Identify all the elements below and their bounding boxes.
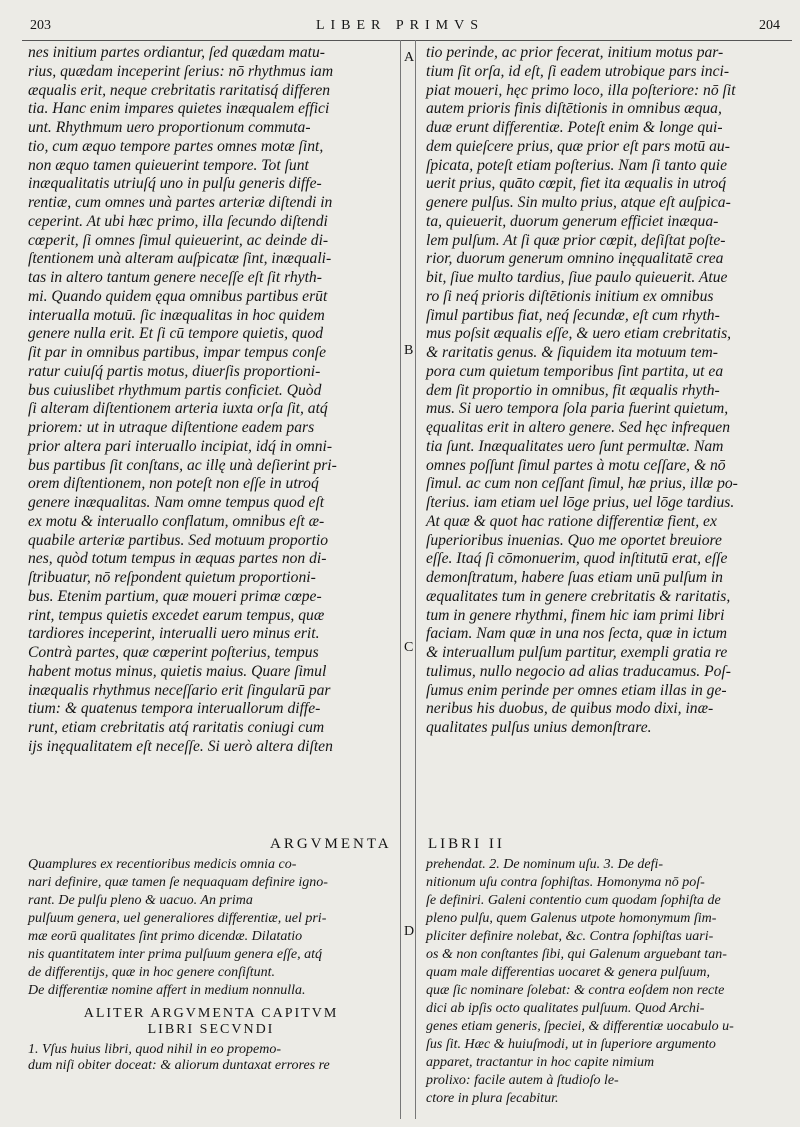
chapter-args-line-2: dum niſi obiter doceat: & aliorum duntaxat errores re (28, 1058, 330, 1073)
text-line: prolixo: facile autem à ſtudioſo le- (426, 1073, 619, 1088)
text-line: tium: & quatenus tempora interuallorum diffe- (28, 700, 321, 718)
text-line: quam male differentias uocaret & genera pulſuum, (426, 965, 710, 980)
text-line: tium ſit orſa, id eſt, ſi eadem utrobique pars inci- (426, 62, 730, 80)
text-line: apparet, tractantur in hoc capite nimium (426, 1055, 655, 1070)
text-line: mus poſsit æqualis eſſe, & uero etiam crebritatis, (426, 325, 732, 343)
argument-right-text (426, 856, 788, 1108)
text-line: pulſuum genera, uel generaliores differentiæ, uel pri- (28, 911, 327, 926)
text-line: tio perinde, ac prior fecerat, initium motus par- (426, 44, 724, 61)
text-line: Contrà partes, quæ cœperint poſterius, tempus (28, 644, 319, 661)
text-line: bus cuiuslibet rhythmum partis conficiet. Quòd (28, 381, 322, 399)
text-line: pliciter definire nolebat, &c. Contra ſophiſtas uari- (426, 929, 714, 944)
text-line: demonſtratum, habere ſuas etiam unū pulſum in (426, 569, 723, 586)
text-line: eſſe. Itaq́ ſi cōmonuerim, quod inſtitutū erat, eſſe (426, 550, 728, 568)
text-line: ro ſi neq́ prioris diſtētionis initium ex omnibus (426, 287, 714, 305)
text-line: nitionum uſu contra ſophiſtas. Homonyma nō poſ- (426, 875, 705, 890)
text-line: prior altera pari interuallo incipiat, idq́ in omni- (28, 437, 333, 455)
text-line: neribus his duobus, de quibus modo dixi, inæ- (426, 700, 714, 718)
text-line: genere inæqualitas. Nam omne tempus quod eſt (28, 494, 325, 511)
text-line: interualla motuū. ſic inæqualitas in hoc quidem (28, 306, 325, 324)
text-line: ſumus enim perinde per omnes etiam illas in ge- (426, 681, 727, 699)
text-line: tia ſunt. Inæqualitates uero ſunt permultæ. Nam (426, 437, 724, 455)
text-line: inæqualitatis utriuſq́ uno in pulſu generis diffe- (28, 175, 322, 193)
margin-letter-b: B (404, 343, 414, 358)
text-line: lem pulſum. At ſi quæ prior cœpit, deſiſtat poſte- (426, 231, 726, 249)
text-line: tardiores inceperint, interualli uero minus erit. (28, 625, 320, 643)
text-line: priorem: ut in utraque diſtentione eadem pars (28, 419, 315, 436)
argument-heading-left: ARGVMENTA (270, 836, 392, 852)
text-line: nari definire, quæ tamen ſe nequaquam definire igno- (28, 875, 328, 890)
text-line: bit, ſiue multo tardius, ſiue paulo quieuerit. Atue (426, 269, 728, 286)
text-line: mi. Quando quidem ęqua omnibus partibus erūt (28, 287, 328, 305)
text-line: prehendat. 2. De nominum uſu. 3. De defi- (426, 857, 664, 872)
column-rule-left (400, 40, 401, 1119)
text-line: ratur cuiuſq́ partis motus, diuerſis proportioni- (28, 362, 321, 380)
text-line: habent motus minus, quietis maius. Quare ſimul (28, 662, 327, 680)
argument-left-text (28, 856, 394, 1000)
text-line: rentiæ, cum omnes unà partes arteriæ diſtendi in (28, 194, 333, 211)
text-line: ſi alteram diſtentionem arteria iuxta orſa ſit, atq́ (28, 400, 328, 418)
margin-letter-c: C (404, 640, 414, 655)
text-line: genere nulla erit. Et ſi cū tempore quietis, quod (28, 325, 324, 343)
argument-heading-right: LIBRI II (428, 836, 505, 852)
right-text-column (426, 44, 788, 738)
text-line: nes initium partes ordiantur, ſed quædam matu- (28, 44, 326, 61)
left-text-column (28, 44, 394, 757)
text-line: ſe definiri. Galeni contentio cum quodam ſophiſta de (426, 893, 721, 908)
text-line: dem quieſcere prius, quæ prior eſt pars motū au- (426, 137, 730, 155)
text-line: pora cum quietum temporibus ſint partita, ut ea (426, 362, 724, 380)
left-page-number: 203 (30, 18, 51, 33)
text-line: qualitates pulſus unius demonſtrare. (426, 719, 652, 736)
header-rule (22, 40, 792, 41)
chapter-args-title: ALITER ARGVMENTA CAPITVM (83, 1006, 339, 1021)
text-line: ſtribuatur, nō reſpondent quietum proportioni- (28, 569, 316, 586)
text-line: inæqualis rhythmus neceſſario erit ſingularū par (28, 681, 331, 699)
text-line: nes, quòd totum tempus in æquas partes non di- (28, 550, 327, 568)
text-line: æqualis erit, neque crebritatis raritatisq́ differen (28, 81, 331, 99)
text-line: ſimul partibus fiat, neq́ ſecundæ, eſt cum rhyth- (426, 306, 720, 324)
text-line: ceperint. At ubi hæc primo, illa ſecundo diſtendi (28, 212, 328, 230)
text-line: quæ ſic nominare ſolebat: & contra eoſdem non recte (426, 983, 725, 998)
text-line: bus. Etenim partium, quæ moueri primæ cœpe- (28, 587, 322, 605)
text-line: tas in altero tantum genere neceſſe eſt ſit rhyth- (28, 269, 322, 286)
text-line: ſpicata, poteſt etiam poſterius. Nam ſi tanto quie (426, 156, 728, 174)
chapter-arguments (28, 1006, 394, 1074)
text-line: tulimus, nullo negocio ad alias traducamus. Poſ- (426, 662, 731, 680)
text-line: non æquo tamen quieuerint tempore. Tot ſunt (28, 156, 309, 174)
text-line: ſterius. iam etiam uel lōge prius, uel lōge tardius. (426, 494, 735, 511)
text-line: rius, quædam inceperint ſerius: nō rhythmus iam (28, 62, 334, 80)
text-line: dem ſit proportio in omnibus, fit æqualis rhyth- (426, 381, 720, 399)
text-line: ſus ſit. Hæc & huiuſmodi, ut in ſuperiore argumento (426, 1037, 716, 1052)
text-line: nis quantitatem inter prima pulſuum genera eſſe, atq́ (28, 947, 322, 962)
chapter-args-line-1: 1. Vſus huius libri, quod nihil in eo propemo- (28, 1042, 282, 1057)
chapter-args-subtitle: LIBRI SECVNDI (147, 1022, 275, 1037)
text-line: dici ab ipſis octo qualitates pulſuum. Quod Archi- (426, 1001, 705, 1016)
text-line: piat moueri, hęc primo loco, illa poſteriore: nō ſit (426, 81, 736, 99)
text-line: ſit par in omnibus partibus, impar tempus conſe (28, 344, 327, 361)
text-line: ta, quieuerit, duorum generum efficiet inæqua- (426, 212, 719, 230)
text-line: bus partibus ſit conſtans, ac illę unà deſierint pri- (28, 456, 337, 474)
text-line: rant. De pulſu pleno & uacuo. An prima (28, 893, 253, 908)
text-line: ctore in plura ſecabitur. (426, 1091, 559, 1106)
text-line: omnes poſſunt ſimul partes à motu ceſſare, & nō (426, 456, 726, 474)
text-line: genere pulſus. Sin multo prius, atque eſt auſpica- (426, 194, 731, 211)
text-line: genes etiam generis, ſpeciei, & differentiæ uocabulo u- (426, 1019, 734, 1034)
text-line: ſuperioribus inuenias. Quo me oportet breuiore (426, 531, 722, 549)
text-line: os & non conſtantes ſibi, qui Galenum arguebant tan- (426, 947, 727, 962)
margin-letter-d: D (404, 924, 415, 939)
text-line: quabile arteriæ partibus. Sed motuum proportio (28, 531, 329, 549)
text-line: tum in genere rhythmi, finem hic iam primi libri (426, 606, 725, 624)
margin-letter-a: A (404, 50, 415, 65)
text-line: ęqualitas erit in altero genere. Sed hęc infrequen (426, 419, 731, 436)
text-line: De differentiæ nomine affert in medium nonnulla. (28, 983, 306, 998)
text-line: & interuallum pulſum partitur, exempli gratia re (426, 644, 728, 661)
text-line: mus. Si uero tempora ſola paria fuerint quietum, (426, 400, 729, 418)
text-line: ſtentionem unà alteram auſpicatæ ſint, inæquali- (28, 250, 332, 268)
text-line: faciam. Nam quæ in una nos ſecta, quæ in ictum (426, 625, 728, 643)
text-line: autem prioris finis diſtētionis in omnibus æqua, (426, 100, 722, 118)
text-line: mæ eorū qualitates ſint primo dicendæ. Dilatatio (28, 929, 303, 944)
right-page-number: 204 (759, 18, 780, 33)
text-line: ſimul. ac cum non ceſſant ſimul, hæ prius, illæ po- (426, 475, 738, 493)
text-line: pleno pulſu, quem Galenus utpote homonymum ſim- (426, 911, 717, 926)
text-line: tio, cum æquo tempore partes omnes motæ ſint, (28, 137, 324, 155)
text-line: rint, tempus quietis excedet earum tempus, quæ (28, 606, 325, 624)
text-line: ijs inęqualitatem eſt neceſſe. Si uerò altera diſten (28, 737, 333, 755)
text-line: æqualitates tum in genere crebritatis & raritatis, (426, 587, 731, 605)
text-line: & raritatis genus. & ſiquidem ita motuum tem- (426, 344, 718, 361)
running-title: LIBER PRIMVS (315, 18, 485, 33)
text-line: At quæ & quot hac ratione differentiæ fient, ex (426, 512, 717, 530)
text-line: uerit prius, quāto cœpit, fiet ita æqualis in utroq́ (426, 175, 727, 193)
text-line: orem diſtentionem, non poteſt non eſſe in utroq́ (28, 475, 319, 493)
column-rule-right (415, 40, 416, 1119)
text-line: unt. Rhythmum uero proportionum commuta- (28, 119, 311, 136)
text-line: duæ erunt differentiæ. Poteſt enim & longe qui- (426, 119, 723, 136)
text-line: ex motu & interuallo conflatum, omnibus eſt æ- (28, 512, 325, 530)
text-line: de differentijs, quæ in hoc genere conſiſtunt. (28, 965, 276, 980)
text-line: rior, duorum generum omnino inęqualitatē crea (426, 250, 724, 268)
text-line: runt, etiam crebritatis atq́ raritatis coniugi cum (28, 719, 325, 736)
text-line: cœperit, ſi omnes ſimul quieuerint, ac deinde di- (28, 231, 329, 249)
text-line: tia. Hanc enim impares quietes inæqualem effici (28, 100, 330, 118)
text-line: Quamplures ex recentioribus medicis omnia co- (28, 857, 297, 872)
